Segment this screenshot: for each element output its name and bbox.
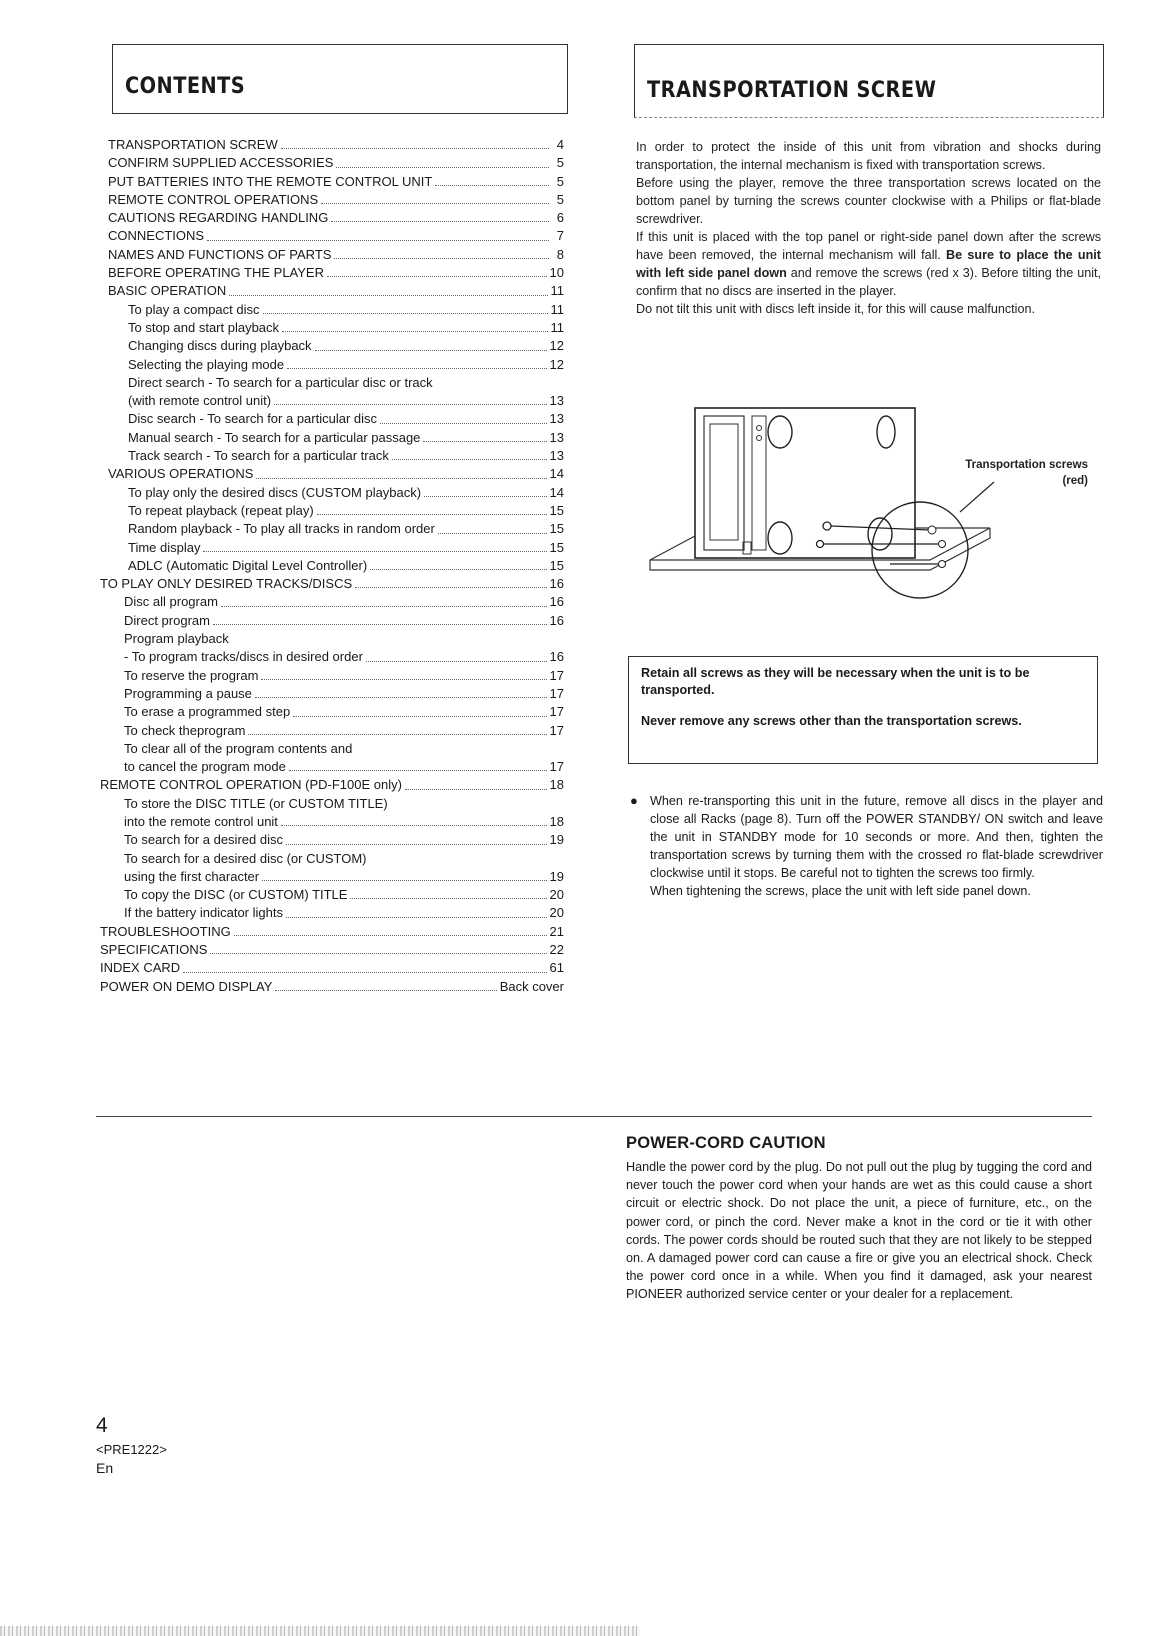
toc-entry-page: 5 bbox=[556, 173, 564, 189]
toc-leader-dots bbox=[261, 678, 546, 680]
toc-entry bbox=[100, 392, 564, 410]
toc-entry-page: 11 bbox=[550, 301, 564, 317]
toc-entry-label: BASIC OPERATION bbox=[108, 283, 227, 299]
toc-entry-page: 21 bbox=[549, 923, 564, 939]
toc-entry-page: 14 bbox=[549, 466, 564, 482]
toc-leader-dots bbox=[183, 971, 546, 973]
toc-leader-dots bbox=[262, 879, 546, 881]
toc-entry-page: 17 bbox=[549, 722, 564, 738]
toc-leader-dots bbox=[317, 513, 547, 515]
toc-entry-page: 17 bbox=[549, 685, 564, 701]
toc-entry-page: 19 bbox=[549, 868, 564, 884]
toc-entry-label: REMOTE CONTROL OPERATIONS bbox=[108, 191, 319, 207]
toc-leader-dots bbox=[370, 568, 546, 570]
toc-entry-label: CAUTIONS REGARDING HANDLING bbox=[108, 210, 329, 226]
toc-entry-label: Selecting the playing mode bbox=[128, 356, 285, 372]
toc-entry-page: 13 bbox=[549, 393, 564, 409]
toc-entry-page: 15 bbox=[549, 521, 564, 537]
toc-entry-label: To search for a desired disc bbox=[124, 832, 283, 848]
toc-leader-dots bbox=[203, 550, 546, 552]
toc-entry bbox=[100, 776, 564, 794]
toc-entry-label: Disc all program bbox=[124, 594, 218, 610]
toc-leader-dots bbox=[424, 495, 546, 497]
toc-entry bbox=[100, 795, 564, 813]
document-code: <PRE1222> bbox=[96, 1442, 167, 1457]
transportation-para-1: In order to protect the inside of this unit from vibration and shocks during transportation, the internal mechanism is fixed with transportation screws. bbox=[636, 140, 1101, 172]
transportation-intro bbox=[636, 138, 1101, 318]
transportation-screw-diagram bbox=[640, 400, 1100, 640]
toc-entry-label: To clear all of the program contents and bbox=[124, 740, 353, 756]
toc-entry-label: Disc search - To search for a particular disc bbox=[128, 411, 378, 427]
toc-entry-page: 7 bbox=[556, 228, 564, 244]
toc-entry-label: If the battery indicator lights bbox=[124, 905, 283, 921]
toc-entry-label: To play only the desired discs (CUSTOM playback) bbox=[128, 484, 422, 500]
list-item bbox=[628, 792, 1103, 900]
toc-entry bbox=[100, 886, 564, 904]
toc-entry bbox=[100, 978, 564, 996]
toc-entry-page: 17 bbox=[549, 667, 564, 683]
toc-entry bbox=[100, 539, 564, 557]
toc-entry-page: 16 bbox=[549, 612, 564, 628]
toc-entry-label: Direct search - To search for a particular disc or track bbox=[128, 374, 433, 390]
toc-leader-dots bbox=[405, 788, 547, 790]
toc-leader-dots bbox=[327, 275, 547, 277]
language-code: En bbox=[96, 1460, 114, 1476]
toc-entry-page: 4 bbox=[556, 137, 564, 152]
toc-leader-dots bbox=[281, 147, 549, 149]
page-number: 4 bbox=[96, 1414, 108, 1437]
toc-leader-dots bbox=[293, 715, 546, 717]
diagram-player-body bbox=[695, 408, 915, 558]
toc-leader-dots bbox=[213, 623, 547, 625]
toc-entry bbox=[100, 758, 564, 776]
toc-entry-label: Programming a pause bbox=[124, 685, 252, 701]
toc-entry bbox=[100, 813, 564, 831]
toc-entry bbox=[100, 227, 564, 245]
toc-entry bbox=[100, 136, 564, 154]
diagram-leader-line bbox=[960, 482, 994, 512]
toc-entry-page: 61 bbox=[549, 960, 564, 976]
toc-entry-label: ADLC (Automatic Digital Level Controller) bbox=[128, 557, 368, 573]
toc-leader-dots bbox=[355, 586, 546, 588]
toc-entry-page: 17 bbox=[549, 759, 564, 775]
toc-entry-label: To stop and start playback bbox=[128, 319, 280, 335]
transportation-para-3-a: If this unit is placed with the top panel or right-side panel down after the screws have been removed, the internal mechanism will fall. bbox=[636, 230, 1101, 262]
toc-entry-page: 12 bbox=[549, 338, 564, 354]
diagram-label-2: (red) bbox=[1062, 475, 1088, 487]
toc-entry-page: 13 bbox=[549, 429, 564, 445]
toc-entry-page: 15 bbox=[549, 557, 564, 573]
toc-leader-dots bbox=[234, 934, 547, 936]
toc-entry-label: REMOTE CONTROL OPERATION (PD-F100E only) bbox=[100, 777, 402, 793]
toc-entry-label: Time display bbox=[128, 539, 201, 555]
contents-title: CONTENTS bbox=[125, 74, 246, 99]
toc-leader-dots bbox=[286, 843, 547, 845]
notice-retain-screws: Retain all screws as they will be necessary when the unit is to be transported. bbox=[641, 666, 1030, 697]
toc-leader-dots bbox=[435, 184, 549, 186]
toc-entry-page: 5 bbox=[556, 191, 564, 207]
toc-entry bbox=[100, 282, 564, 300]
retransport-instructions bbox=[628, 792, 1103, 900]
toc-entry bbox=[100, 356, 564, 374]
screw-notice-box bbox=[628, 656, 1098, 764]
toc-entry bbox=[100, 337, 564, 355]
toc-leader-dots bbox=[423, 440, 546, 442]
toc-entry-label: BEFORE OPERATING THE PLAYER bbox=[108, 265, 324, 281]
toc-entry-page: 8 bbox=[556, 246, 564, 262]
transportation-header-box bbox=[634, 44, 1104, 118]
toc-entry-page: 5 bbox=[556, 155, 564, 171]
toc-entry bbox=[100, 703, 564, 721]
toc-entry-page: 13 bbox=[549, 448, 564, 464]
toc-entry-page: 11 bbox=[550, 283, 564, 299]
transportation-para-3 bbox=[636, 228, 1101, 300]
toc-entry-label: into the remote control unit bbox=[124, 813, 278, 829]
toc-entry-label: - To program tracks/discs in desired order bbox=[124, 649, 363, 665]
toc-entry-page: 22 bbox=[549, 942, 564, 958]
toc-entry-page: Back cover bbox=[499, 978, 564, 994]
toc-entry-label: CONNECTIONS bbox=[108, 228, 205, 244]
toc-entry-label: TROUBLESHOOTING bbox=[100, 923, 231, 939]
toc-entry-page: 17 bbox=[549, 704, 564, 720]
toc-entry-label: To reserve the program bbox=[124, 667, 259, 683]
power-cord-title: POWER-CORD CAUTION bbox=[626, 1134, 826, 1152]
toc-entry bbox=[100, 447, 564, 465]
toc-leader-dots bbox=[248, 733, 546, 735]
toc-entry-label: CONFIRM SUPPLIED ACCESSORIES bbox=[108, 155, 334, 171]
toc-entry-label: to cancel the program mode bbox=[124, 759, 286, 775]
toc-entry-label: To repeat playback (repeat play) bbox=[128, 502, 314, 518]
toc-leader-dots bbox=[350, 897, 546, 899]
toc-entry-page: 14 bbox=[549, 484, 564, 500]
toc-entry bbox=[100, 923, 564, 941]
toc-entry bbox=[100, 959, 564, 977]
toc-entry-page: 16 bbox=[549, 594, 564, 610]
toc-entry bbox=[100, 520, 564, 538]
toc-leader-dots bbox=[380, 422, 547, 424]
toc-entry bbox=[100, 831, 564, 849]
toc-entry-label: To search for a desired disc (or CUSTOM) bbox=[124, 850, 367, 866]
toc-entry bbox=[100, 667, 564, 685]
toc-leader-dots bbox=[256, 477, 546, 479]
bullet-icon: ● bbox=[630, 793, 638, 808]
toc-leader-dots bbox=[282, 330, 547, 332]
toc-leader-dots bbox=[275, 989, 496, 991]
toc-entry-label: VARIOUS OPERATIONS bbox=[108, 466, 254, 482]
toc-entry-page: 11 bbox=[550, 319, 564, 335]
toc-entry bbox=[100, 630, 564, 648]
toc-leader-dots bbox=[287, 367, 546, 369]
transportation-title: TRANSPORTATION SCREW bbox=[647, 78, 937, 103]
toc-entry bbox=[100, 191, 564, 209]
toc-entry-page: 18 bbox=[549, 777, 564, 793]
section-divider bbox=[96, 1116, 1092, 1117]
toc-entry bbox=[100, 868, 564, 886]
toc-leader-dots bbox=[289, 769, 547, 771]
toc-entry-label: Manual search - To search for a particular passage bbox=[128, 429, 421, 445]
power-cord-text: Handle the power cord by the plug. Do not pull out the plug by tugging the cord and never touch the power cord when your hands are wet as this could cause a short circuit or electric shock. Do not place the unit, a piece of furniture, etc., on the power cord, or pinch the cord. Never make a knot in the cord or tie it with other cords. The power cords should be routed such that they are not likely to be stepped on. A damaged power cord can cause a fire or give you an electrical shock. Check the power cord once in a while. When you find it damaged, ask your nearest PIONEER authorized service center or your dealer for a replacement. bbox=[626, 1160, 1092, 1302]
toc-entry-label: Track search - To search for a particular track bbox=[128, 448, 389, 464]
toc-entry-label: Random playback - To play all tracks in random order bbox=[128, 521, 435, 537]
toc-leader-dots bbox=[263, 312, 548, 314]
toc-entry bbox=[100, 484, 564, 502]
toc-entry bbox=[100, 904, 564, 922]
toc-entry-label: To play a compact disc bbox=[128, 301, 260, 317]
toc-entry-label: TRANSPORTATION SCREW bbox=[108, 137, 278, 152]
toc-leader-dots bbox=[281, 824, 547, 826]
toc-entry-page: 16 bbox=[549, 649, 564, 665]
toc-entry-label: To check theprogram bbox=[124, 722, 246, 738]
table-of-contents bbox=[100, 136, 564, 996]
scan-artifact-strip bbox=[0, 1626, 640, 1636]
toc-entry bbox=[100, 941, 564, 959]
retransport-text: When re-transporting this unit in the future, remove all discs in the player and close all Racks (page 8). Turn off the POWER STANDBY/ ON switch and leave the unit in STANDBY mode for 10 seconds or more. And then, tighten the transportation screws by turning them with the crossed ro flat-blade screwdriver clockwise until it stops. Be careful not to tighten the screws too firmly. bbox=[650, 794, 1103, 880]
toc-leader-dots bbox=[207, 239, 549, 241]
toc-entry bbox=[100, 319, 564, 337]
toc-entry-label: POWER ON DEMO DISPLAY bbox=[100, 978, 273, 994]
toc-entry bbox=[100, 264, 564, 282]
toc-entry bbox=[100, 410, 564, 428]
toc-leader-dots bbox=[274, 403, 546, 405]
toc-entry bbox=[100, 593, 564, 611]
contents-header-box bbox=[112, 44, 568, 114]
toc-entry-page: 13 bbox=[549, 411, 564, 427]
toc-entry-label: Changing discs during playback bbox=[128, 338, 312, 354]
toc-entry bbox=[100, 850, 564, 868]
toc-entry bbox=[100, 740, 564, 758]
toc-entry bbox=[100, 209, 564, 227]
transportation-para-3-bold: Be sure to place the unit with left side panel down bbox=[636, 248, 1102, 280]
toc-entry-label: SPECIFICATIONS bbox=[100, 942, 208, 958]
toc-entry bbox=[100, 502, 564, 520]
toc-entry-page: 19 bbox=[549, 832, 564, 848]
toc-entry bbox=[100, 301, 564, 319]
toc-entry bbox=[100, 575, 564, 593]
toc-entry bbox=[100, 173, 564, 191]
toc-entry-page: 12 bbox=[549, 356, 564, 372]
toc-leader-dots bbox=[229, 294, 547, 296]
toc-leader-dots bbox=[331, 220, 549, 222]
toc-entry bbox=[100, 429, 564, 447]
toc-entry-page: 20 bbox=[549, 887, 564, 903]
toc-entry-page: 15 bbox=[549, 502, 564, 518]
toc-entry-page: 6 bbox=[556, 210, 564, 226]
diagram-label-1: Transportation screws bbox=[965, 459, 1088, 471]
toc-entry-label: To store the DISC TITLE (or CUSTOM TITLE) bbox=[124, 795, 388, 811]
retransport-text-2: When tightening the screws, place the unit with left side panel down. bbox=[650, 884, 1031, 898]
toc-entry-page: 16 bbox=[549, 576, 564, 592]
toc-leader-dots bbox=[334, 257, 549, 259]
toc-entry bbox=[100, 557, 564, 575]
toc-leader-dots bbox=[336, 166, 549, 168]
toc-entry-page: 18 bbox=[549, 813, 564, 829]
toc-entry bbox=[100, 722, 564, 740]
toc-entry-label: NAMES AND FUNCTIONS OF PARTS bbox=[108, 246, 332, 262]
transportation-para-4: Do not tilt this unit with discs left inside it, for this will cause malfunction. bbox=[636, 302, 1035, 316]
toc-entry-label: using the first character bbox=[124, 868, 260, 884]
toc-entry-page: 15 bbox=[549, 539, 564, 555]
toc-entry-page: 20 bbox=[549, 905, 564, 921]
toc-entry-label: (with remote control unit) bbox=[128, 393, 272, 409]
toc-leader-dots bbox=[438, 532, 547, 534]
toc-entry-label: To erase a programmed step bbox=[124, 704, 291, 720]
toc-leader-dots bbox=[321, 202, 549, 204]
toc-entry bbox=[100, 685, 564, 703]
toc-leader-dots bbox=[366, 660, 547, 662]
toc-entry-label: INDEX CARD bbox=[100, 960, 181, 976]
toc-entry-label: TO PLAY ONLY DESIRED TRACKS/DISCS bbox=[100, 576, 353, 592]
toc-leader-dots bbox=[392, 458, 547, 460]
toc-entry-label: Program playback bbox=[124, 631, 229, 647]
toc-entry bbox=[100, 374, 564, 392]
transportation-para-3-b: and remove the screws (red x 3). Before tilting the unit, confirm that no discs are inserted in the player. bbox=[636, 266, 1101, 298]
toc-leader-dots bbox=[286, 916, 547, 918]
toc-entry bbox=[100, 648, 564, 666]
notice-never-remove: Never remove any screws other than the transportation screws. bbox=[641, 714, 1022, 728]
transportation-para-2: Before using the player, remove the three transportation screws located on the bottom panel by turning the screws counter clockwise with a Philips or flat-blade screwdriver. bbox=[636, 176, 1101, 226]
toc-entry bbox=[100, 465, 564, 483]
toc-entry bbox=[100, 154, 564, 172]
toc-entry bbox=[100, 246, 564, 264]
toc-leader-dots bbox=[255, 696, 547, 698]
toc-leader-dots bbox=[315, 349, 547, 351]
toc-entry bbox=[100, 612, 564, 630]
toc-leader-dots bbox=[221, 605, 547, 607]
toc-entry-label: To copy the DISC (or CUSTOM) TITLE bbox=[124, 887, 348, 903]
toc-entry-label: PUT BATTERIES INTO THE REMOTE CONTROL UNIT bbox=[108, 173, 433, 189]
toc-leader-dots bbox=[210, 952, 546, 954]
toc-entry-page: 10 bbox=[549, 265, 564, 281]
toc-entry-label: Direct program bbox=[124, 612, 210, 628]
